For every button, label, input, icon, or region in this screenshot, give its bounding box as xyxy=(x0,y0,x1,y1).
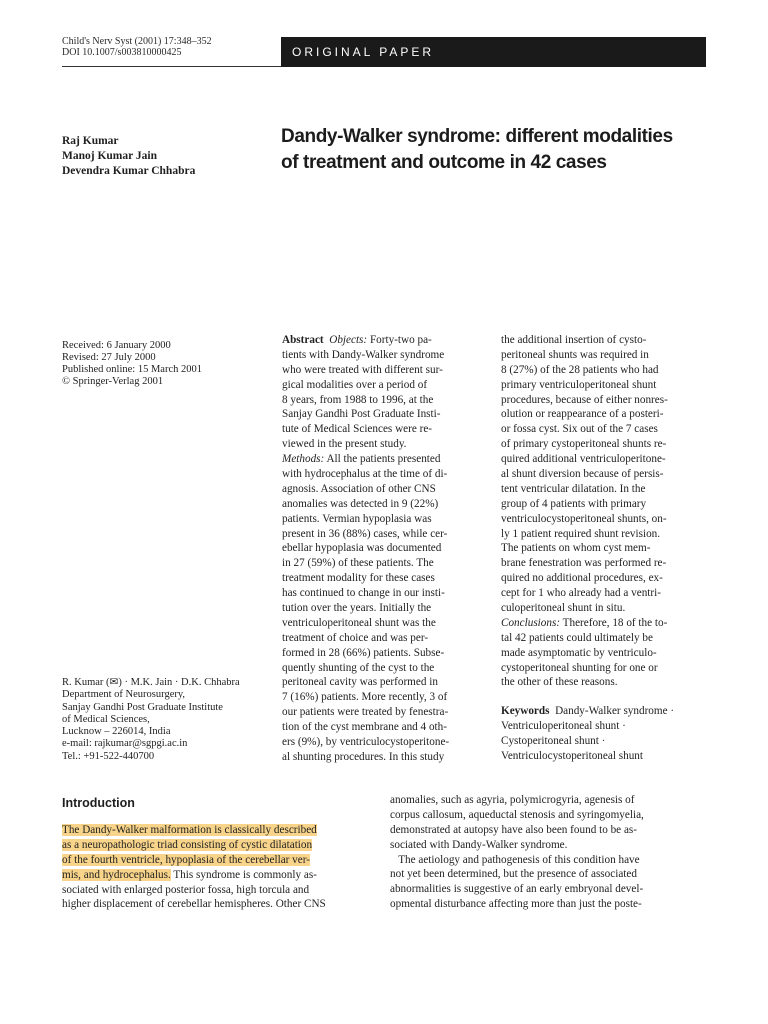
address-line: Department of Neurosurgery, xyxy=(62,689,186,701)
abstract-line: tute of Medical Sciences were re- xyxy=(282,423,433,436)
abstract-line xyxy=(282,333,487,348)
phone-line: Tel.: +91-522-440700 xyxy=(62,750,155,762)
abstract-line: treatment of choice and was per- xyxy=(282,631,429,644)
abstract-label: Abstract xyxy=(282,334,324,346)
abstract-line: al shunting procedures. In this study xyxy=(282,750,445,763)
methods-label: Methods: xyxy=(282,453,325,466)
abstract-line: viewed in the present study. xyxy=(282,438,407,451)
body-line: sociated with Dandy-Walker syndrome. xyxy=(390,838,568,851)
published-date: Published online: 15 March 2001 xyxy=(62,364,202,375)
journal-citation xyxy=(62,36,212,58)
abstract-line: ventriculocystoperitoneal shunts, on- xyxy=(501,512,667,525)
author-list xyxy=(62,134,195,179)
abstract-text: All the patients presented xyxy=(324,453,441,466)
abstract-line: who were treated with different sur- xyxy=(282,363,443,376)
abstract-line: tion of the cyst membrane and 4 oth- xyxy=(282,721,447,734)
abstract-line: 8 years, from 1988 to 1996, at the xyxy=(282,393,434,406)
abstract-line: peritoneal cavity was performed in xyxy=(282,676,438,689)
abstract-line: brane fenestration was performed re- xyxy=(501,557,667,570)
keywords-label: Keywords xyxy=(501,705,550,717)
abstract-line: Sanjay Gandhi Post Graduate Insti- xyxy=(282,408,441,421)
correspondence-address xyxy=(62,677,240,763)
body-line: The aetiology and pathogenesis of this condition have xyxy=(390,853,640,866)
body-line: anomalies, such as agyria, polymicrogyria, agenesis of xyxy=(390,794,635,806)
abstract-line: cept for 1 who already had a ventri- xyxy=(501,587,661,600)
citation-line: Child's Nerv Syst (2001) 17:348–352 xyxy=(62,36,212,47)
abstract-line: agnosis. Association of other CNS xyxy=(282,482,436,495)
body-line: higher displacement of cerebellar hemispheres. Other CNS xyxy=(62,898,326,911)
abstract-line: tution over the years. Initially the xyxy=(282,602,432,615)
abstract-line: cystoperitoneal shunting for one or xyxy=(501,661,658,674)
body-line: opmental disturbance affecting more than just the poste- xyxy=(390,898,642,911)
publication-dates xyxy=(62,340,202,388)
highlighted-text: mis, and hydrocephalus. xyxy=(62,868,171,881)
abstract-line xyxy=(501,616,706,631)
abstract-line: 8 (27%) of the 28 patients who had xyxy=(501,363,659,376)
body-text: This syndrome is commonly as- xyxy=(170,868,317,881)
header-rule xyxy=(62,66,281,67)
abstract-line: al shunt diversion because of persis- xyxy=(501,468,664,481)
received-date: Received: 6 January 2000 xyxy=(62,340,171,351)
abstract-column-1 xyxy=(282,333,487,765)
abstract-line: The patients on whom cyst mem- xyxy=(501,542,651,555)
author-name: Devendra Kumar Chhabra xyxy=(62,165,196,177)
body-line: sociated with enlarged posterior fossa, high torcula and xyxy=(62,883,310,896)
title-line: of treatment and outcome in 42 cases xyxy=(281,152,607,173)
abstract-line: the other of these reasons. xyxy=(501,676,618,689)
keywords-block xyxy=(501,704,674,764)
abstract-line: of primary cystoperitoneal shunts re- xyxy=(501,438,667,451)
keyword: Ventriculocystoperitoneal shunt xyxy=(501,749,643,762)
abstract-line: gical modalities over a period of xyxy=(282,378,428,391)
abstract-line: ventriculoperitoneal shunt was the xyxy=(282,616,436,629)
abstract-line: anomalies was detected in 9 (22%) xyxy=(282,497,439,510)
conclusions-label: Conclusions: xyxy=(501,616,561,629)
abstract-line: ly 1 patient required shunt revision. xyxy=(501,527,661,540)
abstract-line: or fossa cyst. Six out of the 7 cases xyxy=(501,423,658,436)
author-name: Raj Kumar xyxy=(62,135,119,147)
body-line: demonstrated at autopsy have also been found to be as- xyxy=(390,823,637,836)
author-name: Manoj Kumar Jain xyxy=(62,150,157,162)
body-line xyxy=(62,838,382,853)
abstract-line: patients. Vermian hypoplasia was xyxy=(282,512,432,525)
copyright: © Springer-Verlag 2001 xyxy=(62,376,164,387)
body-line: not yet been determined, but the presence of associated xyxy=(390,868,637,881)
introduction-left-column xyxy=(62,823,382,912)
body-line xyxy=(62,853,382,868)
address-line: R. Kumar (✉) · M.K. Jain · D.K. Chhabra xyxy=(62,677,240,688)
email-line: e-mail: rajkumar@sgpgi.ac.in xyxy=(62,738,188,750)
abstract-line: peritoneal shunts was required in xyxy=(501,348,649,361)
abstract-line: group of 4 patients with primary xyxy=(501,497,647,510)
introduction-right-column xyxy=(390,793,708,912)
abstract-text: Therefore, 18 of the to- xyxy=(560,616,668,629)
introduction-heading: Introduction xyxy=(62,796,135,810)
address-line: of Medical Sciences, xyxy=(62,713,150,725)
paper-title xyxy=(281,124,711,176)
body-line xyxy=(62,823,382,838)
abstract-column-2 xyxy=(501,333,706,690)
keyword: Cystoperitoneal shunt · xyxy=(501,734,606,747)
abstract-line: treatment modality for these cases xyxy=(282,572,435,585)
abstract-line: present in 36 (88%) cases, while cer- xyxy=(282,527,448,540)
abstract-line: olution or reappearance of a posteri- xyxy=(501,408,664,421)
highlighted-text: of the fourth ventricle, hypoplasia of the cerebellar ver- xyxy=(62,853,310,866)
revised-date: Revised: 27 July 2000 xyxy=(62,352,156,363)
keyword: Dandy-Walker syndrome · xyxy=(555,705,675,717)
abstract-text: Forty-two pa- xyxy=(367,334,432,346)
abstract-line: quired additional ventriculoperitone- xyxy=(501,453,666,466)
abstract-line: tients with Dandy-Walker syndrome xyxy=(282,348,445,361)
keywords-line xyxy=(501,704,674,719)
abstract-line: 7 (16%) patients. More recently, 3 of xyxy=(282,691,448,704)
highlighted-text: The Dandy-Walker malformation is classically described xyxy=(62,824,317,836)
body-line: corpus callosum, aqueductal stenosis and syringomyelia, xyxy=(390,808,644,821)
title-line: Dandy-Walker syndrome: different modalities xyxy=(281,126,673,147)
abstract-line: tent ventricular dilatation. In the xyxy=(501,482,646,495)
highlighted-text: as a neuropathologic triad consisting of cystic dilatation xyxy=(62,838,313,851)
abstract-line: quired no additional procedures, ex- xyxy=(501,572,663,585)
abstract-line: tal 42 patients could ultimately be xyxy=(501,631,653,644)
abstract-line xyxy=(282,452,487,467)
abstract-line: ers (9%), by ventriculocystoperitone- xyxy=(282,736,450,749)
objects-label: Objects: xyxy=(329,334,368,346)
abstract-line: has continued to change in our insti- xyxy=(282,587,445,600)
section-banner: ORIGINAL PAPER xyxy=(281,37,706,67)
address-line: Lucknow – 226014, India xyxy=(62,726,171,738)
abstract-line: primary ventriculoperitoneal shunt xyxy=(501,378,657,391)
keyword: Ventriculoperitoneal shunt · xyxy=(501,719,626,732)
abstract-line: ebellar hypoplasia was documented xyxy=(282,542,442,555)
abstract-line: made asymptomatic by ventriculo- xyxy=(501,646,657,659)
abstract-line: formed in 28 (66%) patients. Subse- xyxy=(282,646,445,659)
abstract-line: procedures, because of either nonres- xyxy=(501,393,668,406)
abstract-line: culoperitoneal shunt in situ. xyxy=(501,602,626,615)
address-line: Sanjay Gandhi Post Graduate Institute xyxy=(62,701,223,713)
abstract-line: our patients were treated by fenestra- xyxy=(282,706,449,719)
abstract-line: the additional insertion of cysto- xyxy=(501,334,647,346)
abstract-line: quently shunting of the cyst to the xyxy=(282,661,435,674)
abstract-line: with hydrocephalus at the time of di- xyxy=(282,468,448,481)
doi-line: DOI 10.1007/s003810000425 xyxy=(62,47,182,58)
body-line: abnormalities is suggestive of an early embryonal devel- xyxy=(390,883,644,896)
body-line xyxy=(62,868,382,883)
abstract-line: in 27 (59%) of these patients. The xyxy=(282,557,434,570)
